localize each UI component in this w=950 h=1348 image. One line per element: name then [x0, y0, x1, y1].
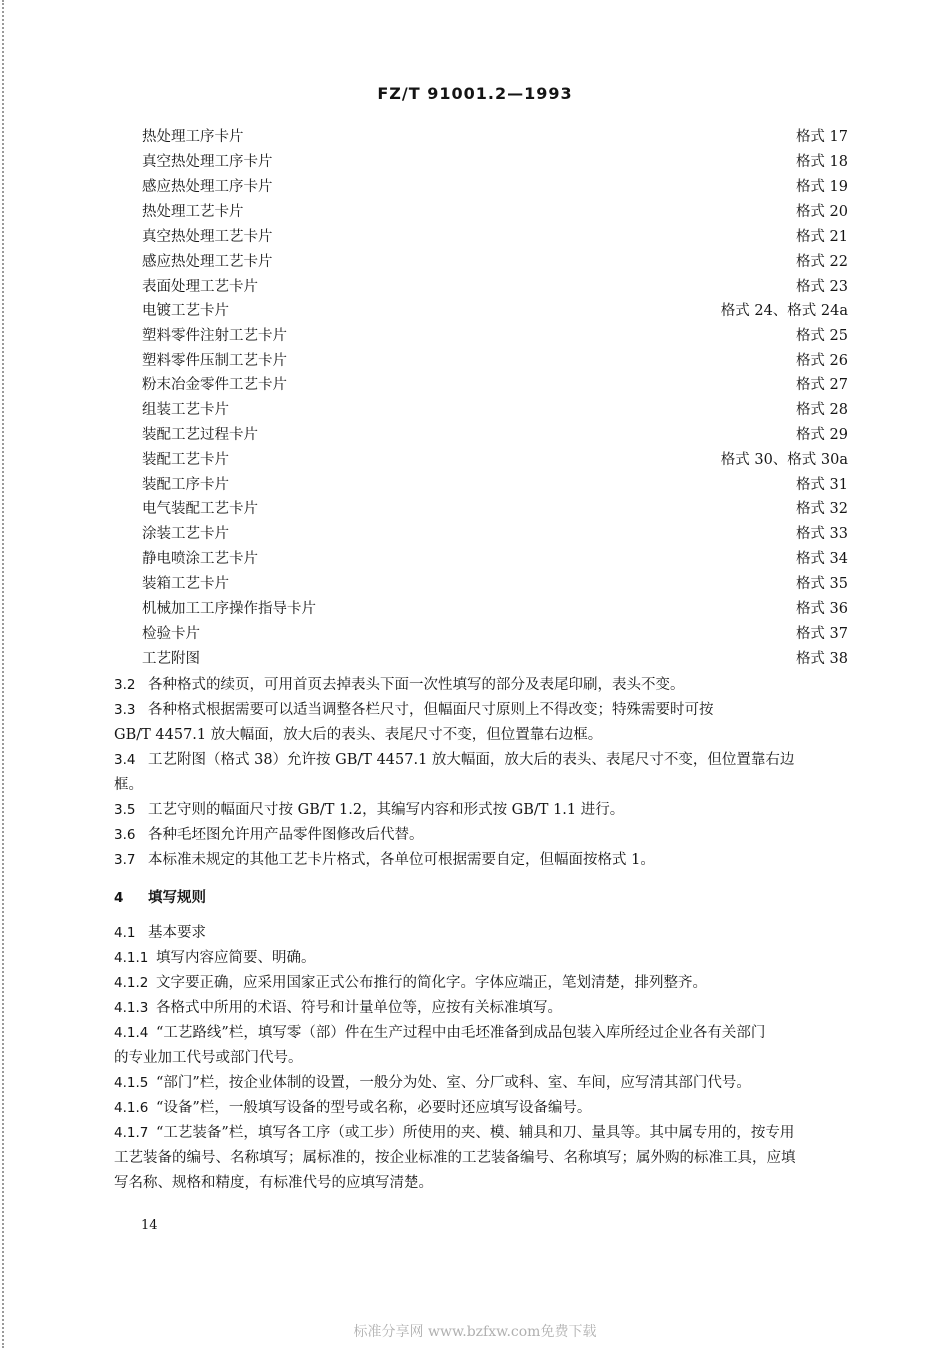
toc-row — [0, 399, 950, 421]
clause-text: 本标准未规定的其他工艺卡片格式，各单位可根据需要自定，但幅面按格式 1。 — [148, 852, 655, 868]
toc-row — [0, 300, 950, 322]
toc-format-ref: 格式 30、格式 30a — [720, 452, 848, 468]
toc-title: 装配工序卡片 — [142, 477, 229, 493]
clause-4-1-4 — [114, 1021, 850, 1046]
clause-text: 工艺守则的幅面尺寸按 GB/T 1.2，其编写内容和形式按 GB/T 1.1 进行。 — [148, 802, 625, 818]
toc-format-ref: 格式 25 — [795, 328, 848, 344]
toc-format-ref: 格式 32 — [795, 501, 848, 517]
toc-row — [0, 151, 950, 173]
toc-format-ref: 格式 23 — [795, 279, 848, 295]
clause-3-4 — [114, 748, 850, 773]
clause-text: “设备”栏，一般填写设备的型号或名称，必要时还应填写设备编号。 — [156, 1100, 592, 1116]
clause-3-4-continued — [114, 773, 850, 798]
clause-3-7 — [114, 848, 850, 873]
clause-4-1-6 — [114, 1096, 850, 1121]
clause-number: 4.1.4 — [114, 1025, 149, 1041]
clause-4-1-1 — [114, 946, 850, 971]
clause-number: 3.7 — [114, 852, 136, 868]
clause-number: 4.1.3 — [114, 1000, 149, 1016]
toc-row — [0, 201, 950, 223]
toc-row — [0, 350, 950, 372]
clause-text: 各种格式根据需要可以适当调整各栏尺寸，但幅面尺寸原则上不得改变；特殊需要时可按 — [148, 702, 714, 718]
clause-number: 3.6 — [114, 827, 136, 843]
clause-text: 各种毛坯图允许用产品零件图修改后代替。 — [148, 827, 424, 843]
toc-title: 电气装配工艺卡片 — [142, 501, 258, 517]
toc-format-ref: 格式 18 — [795, 154, 848, 170]
toc-row — [0, 623, 950, 645]
clause-text: 的专业加工代号或部门代号。 — [114, 1050, 303, 1066]
toc-format-ref: 格式 29 — [795, 427, 848, 443]
toc-title: 真空热处理工序卡片 — [142, 154, 273, 170]
toc-title: 塑料零件注射工艺卡片 — [142, 328, 287, 344]
clause-text: GB/T 4457.1 放大幅面，放大后的表头、表尾尺寸不变，但位置靠右边框。 — [114, 727, 603, 743]
clause-number: 3.2 — [114, 677, 136, 693]
toc-title: 电镀工艺卡片 — [142, 303, 229, 319]
clause-3-5 — [114, 798, 850, 823]
toc-title: 组装工艺卡片 — [142, 402, 229, 418]
toc-title: 热处理工序卡片 — [142, 129, 244, 145]
clause-text: 工艺附图（格式 38）允许按 GB/T 4457.1 放大幅面，放大后的表头、表尾尺寸不变，但位置靠右边 — [148, 752, 795, 768]
toc-format-ref: 格式 28 — [795, 402, 848, 418]
toc-row — [0, 548, 950, 570]
toc-row — [0, 648, 950, 670]
toc-format-ref: 格式 33 — [795, 526, 848, 542]
clause-4-1-4-continued — [114, 1046, 850, 1071]
toc-format-ref: 格式 38 — [795, 651, 848, 667]
toc-row — [0, 474, 950, 496]
clause-4-1-7-continued — [114, 1171, 850, 1196]
toc-title: 装配工艺卡片 — [142, 452, 229, 468]
toc-row — [0, 498, 950, 520]
toc-format-ref: 格式 27 — [795, 377, 848, 393]
toc-format-ref: 格式 31 — [795, 477, 848, 493]
clause-3-3-continued — [114, 723, 850, 748]
clause-text: 填写内容应简要、明确。 — [156, 950, 316, 966]
clause-4-1-7-continued — [114, 1146, 850, 1171]
toc-title: 装配工艺过程卡片 — [142, 427, 258, 443]
clause-number: 3.5 — [114, 802, 136, 818]
toc-row — [0, 325, 950, 347]
toc-format-ref: 格式 26 — [795, 353, 848, 369]
clause-4-1 — [114, 921, 850, 946]
section-4-heading — [114, 885, 850, 911]
toc-row — [0, 276, 950, 298]
clause-3-3 — [114, 698, 850, 723]
clause-number: 3.3 — [114, 702, 136, 718]
clause-number: 3.4 — [114, 752, 136, 768]
clause-4-1-5 — [114, 1071, 850, 1096]
toc-title: 塑料零件压制工艺卡片 — [142, 353, 287, 369]
toc-row — [0, 449, 950, 471]
toc-title: 感应热处理工序卡片 — [142, 179, 273, 195]
toc-format-ref: 格式 22 — [795, 254, 848, 270]
clause-number: 4.1 — [114, 925, 136, 941]
toc-format-ref: 格式 21 — [795, 229, 848, 245]
clause-number: 4.1.5 — [114, 1075, 149, 1091]
clause-3-2 — [114, 673, 850, 698]
toc-title: 工艺附图 — [142, 651, 200, 667]
toc-format-ref: 格式 35 — [795, 576, 848, 592]
toc-title: 静电喷涂工艺卡片 — [142, 551, 258, 567]
clause-text: 文字要正确，应采用国家正式公布推行的简化字。字体应端正，笔划清楚，排列整齐。 — [156, 975, 707, 991]
toc-row — [0, 126, 950, 148]
section-number: 4 — [114, 890, 124, 906]
clause-text: “部门”栏，按企业体制的设置，一般分为处、室、分厂或科、室、车间，应写清其部门代号。 — [156, 1075, 751, 1091]
clause-text: “工艺路线”栏，填写零（部）件在生产过程中由毛坯准备到成品包装入库所经过企业各有关部门 — [156, 1025, 766, 1041]
toc-title: 真空热处理工艺卡片 — [142, 229, 273, 245]
standard-number-header: FZ/T 91001.2—1993 — [377, 84, 573, 103]
toc-format-ref: 格式 34 — [795, 551, 848, 567]
toc-row — [0, 374, 950, 396]
clause-text: 基本要求 — [148, 925, 206, 941]
section-title: 填写规则 — [148, 889, 206, 906]
toc-row — [0, 251, 950, 273]
toc-title: 粉末冶金零件工艺卡片 — [142, 377, 287, 393]
clause-text: 写名称、规格和精度，有标准代号的应填写清楚。 — [114, 1175, 433, 1191]
toc-row — [0, 598, 950, 620]
clause-4-1-2 — [114, 971, 850, 996]
footer-watermark: 标准分享网 www.bzfxw.com免费下载 — [353, 1324, 597, 1340]
toc-row — [0, 523, 950, 545]
clause-number: 4.1.2 — [114, 975, 149, 991]
toc-format-ref: 格式 37 — [795, 626, 848, 642]
toc-format-ref: 格式 17 — [795, 129, 848, 145]
toc-title: 机械加工工序操作指导卡片 — [142, 601, 316, 617]
toc-row — [0, 176, 950, 198]
toc-format-ref: 格式 20 — [795, 204, 848, 220]
clause-3-6 — [114, 823, 850, 848]
toc-row — [0, 424, 950, 446]
toc-row — [0, 226, 950, 248]
toc-format-ref: 格式 24、格式 24a — [720, 303, 848, 319]
clause-number: 4.1.6 — [114, 1100, 149, 1116]
toc-format-ref: 格式 36 — [795, 601, 848, 617]
clause-4-1-3 — [114, 996, 850, 1021]
clause-4-1-7 — [114, 1121, 850, 1146]
toc-format-ref: 格式 19 — [795, 179, 848, 195]
clause-text: 框。 — [114, 777, 143, 793]
toc-title: 涂装工艺卡片 — [142, 526, 229, 542]
clause-number: 4.1.7 — [114, 1125, 149, 1141]
clause-text: “工艺装备”栏，填写各工序（或工步）所使用的夹、模、辅具和刀、量具等。其中属专用的，按专用 — [156, 1125, 795, 1141]
toc-title: 检验卡片 — [142, 626, 200, 642]
clause-number: 4.1.1 — [114, 950, 149, 966]
toc-title: 热处理工艺卡片 — [142, 204, 244, 220]
toc-title: 感应热处理工艺卡片 — [142, 254, 273, 270]
toc-row — [0, 573, 950, 595]
toc-title: 表面处理工艺卡片 — [142, 279, 258, 295]
toc-title: 装箱工艺卡片 — [142, 576, 229, 592]
clause-text: 各格式中所用的术语、符号和计量单位等，应按有关标准填写。 — [156, 1000, 562, 1016]
clause-text: 工艺装备的编号、名称填写；属标准的，按企业标准的工艺装备编号、名称填写；属外购的标准工具，应填 — [114, 1150, 796, 1166]
clause-text: 各种格式的续页，可用首页去掉表头下面一次性填写的部分及表尾印刷，表头不变。 — [148, 677, 685, 693]
page-number: 14 — [141, 1218, 158, 1233]
